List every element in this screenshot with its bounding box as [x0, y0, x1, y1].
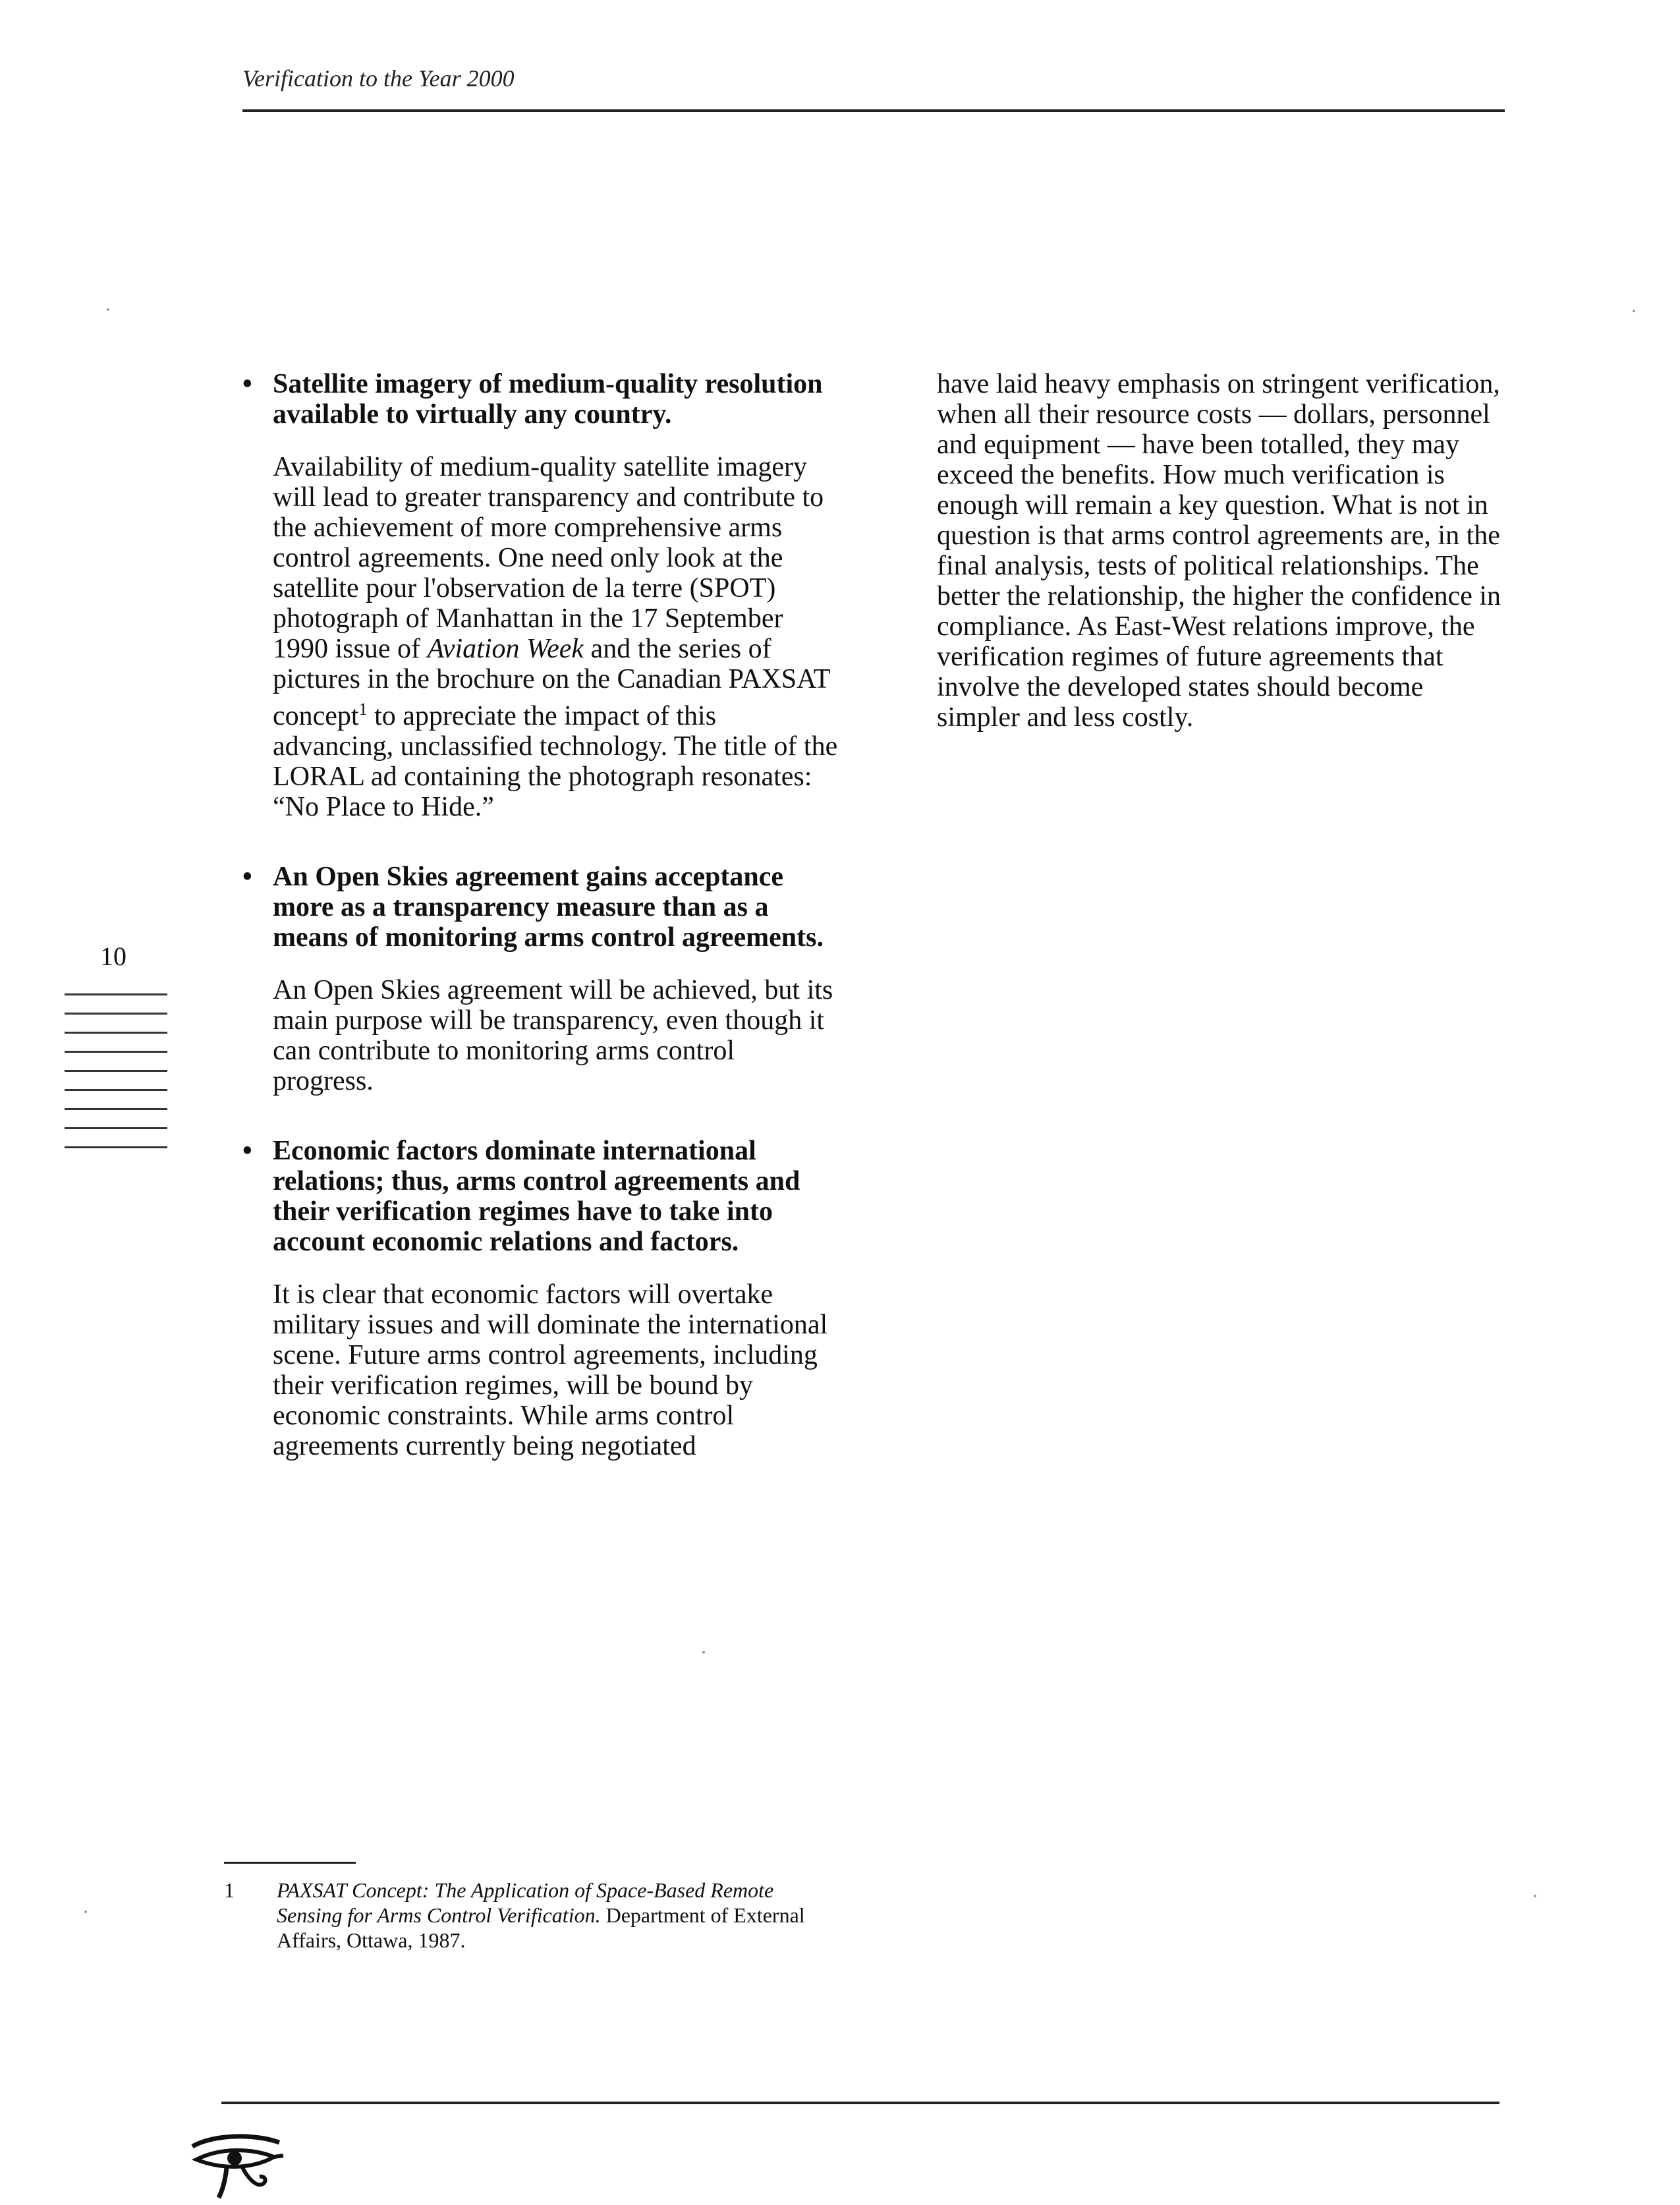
section-open-skies — [235, 862, 841, 1096]
heading-text: Economic factors dominate international relations; thus, arms control agreements and their verification regimes have to take into account economic relations and factors. — [273, 1136, 800, 1257]
running-title: Verification to the Year 2000 — [242, 65, 515, 92]
bullet-dot-icon: • — [242, 1136, 252, 1166]
scan-speck — [1534, 1895, 1536, 1897]
margin-rule — [65, 1051, 167, 1053]
margin-rules — [65, 993, 167, 1165]
footnote-title: PAXSAT Concept: The Application of Space-Based Remote Sensing for Arms Control Verification. — [277, 1878, 774, 1927]
footnote-rule — [224, 1862, 356, 1864]
body-text-part: and the series of pictures in the brochure on the Canadian PAXSAT concept — [273, 634, 830, 731]
footnote-rest: Department of External Affairs, Ottawa, 1987. — [277, 1903, 805, 1952]
scan-speck — [107, 308, 109, 311]
body-paragraph: It is clear that economic factors will overtake military issues and will dominate the international scene. Future arms control agreements, including their verification regimes, will be bound by economic constraints. While arms control agreements currently being negotiated — [273, 1279, 828, 1461]
margin-rule — [65, 1127, 167, 1129]
section-satellite-imagery — [235, 369, 841, 822]
bullet-heading — [235, 862, 841, 953]
eye-of-horus-icon — [187, 2129, 286, 2205]
page-number: 10 — [100, 941, 126, 971]
publication-title: Aviation Week — [427, 634, 584, 664]
section-economic-factors — [235, 1136, 841, 1461]
scan-speck — [702, 1651, 705, 1654]
body-paragraph — [235, 452, 841, 822]
margin-rule — [65, 1013, 167, 1015]
heading-text: An Open Skies agreement gains acceptance more as a transparency measure than as a means of monitoring arms control agreements. — [273, 862, 824, 953]
scan-speck — [84, 1911, 87, 1913]
left-column — [235, 369, 841, 1501]
bullet-dot-icon: • — [242, 369, 252, 399]
body-text-part: to appreciate the impact of this advancing, unclassified technology. The title of the LORAL ad containing the photograph resonates: “No Place to Hide.” — [273, 701, 838, 822]
bullet-heading — [235, 369, 841, 430]
margin-rule — [65, 1032, 167, 1034]
scan-speck — [1633, 310, 1635, 312]
heading-text: Satellite imagery of medium-quality resolution available to virtually any country. — [273, 369, 823, 430]
bullet-heading — [235, 1136, 841, 1257]
footnote-number: 1 — [224, 1878, 235, 1902]
header-rule — [242, 109, 1505, 112]
right-column — [937, 369, 1505, 733]
bullet-dot-icon: • — [242, 862, 252, 892]
margin-rule — [65, 993, 167, 995]
margin-rule — [65, 1146, 167, 1148]
footer-rule — [221, 2102, 1499, 2104]
body-paragraph: An Open Skies agreement will be achieved, but its main purpose will be transparency, even though it can contribute to monitoring arms control progress. — [273, 975, 833, 1096]
body-paragraph: have laid heavy emphasis on stringent verification, when all their resource costs — dollars, personnel and equipment — have been totalled, they may exceed the benefits. How much verification is enough will remain a key question. What is not in question is that arms control agreements are, in the final analysis, tests of political relationships. The better the relationship, the higher the confidence in compliance. As East-West relations improve, the verification regimes of future agreements that involve the developed states should become simpler and less costly. — [937, 369, 1501, 733]
footnote-reference: 1 — [358, 700, 368, 719]
margin-rule — [65, 1089, 167, 1091]
margin-rule — [65, 1108, 167, 1110]
footnote — [224, 1878, 817, 1953]
footnote-text — [277, 1878, 817, 1953]
margin-rule — [65, 1070, 167, 1072]
body-text-part: Availability of medium-quality satellite imagery will lead to greater transparency and contribute to the achievement of more comprehensive arms control agreements. One need only look at the satellite pour l'observation de la terre (SPOT) photograph of Manhattan in the 17 September 1990 issue of — [273, 452, 824, 664]
